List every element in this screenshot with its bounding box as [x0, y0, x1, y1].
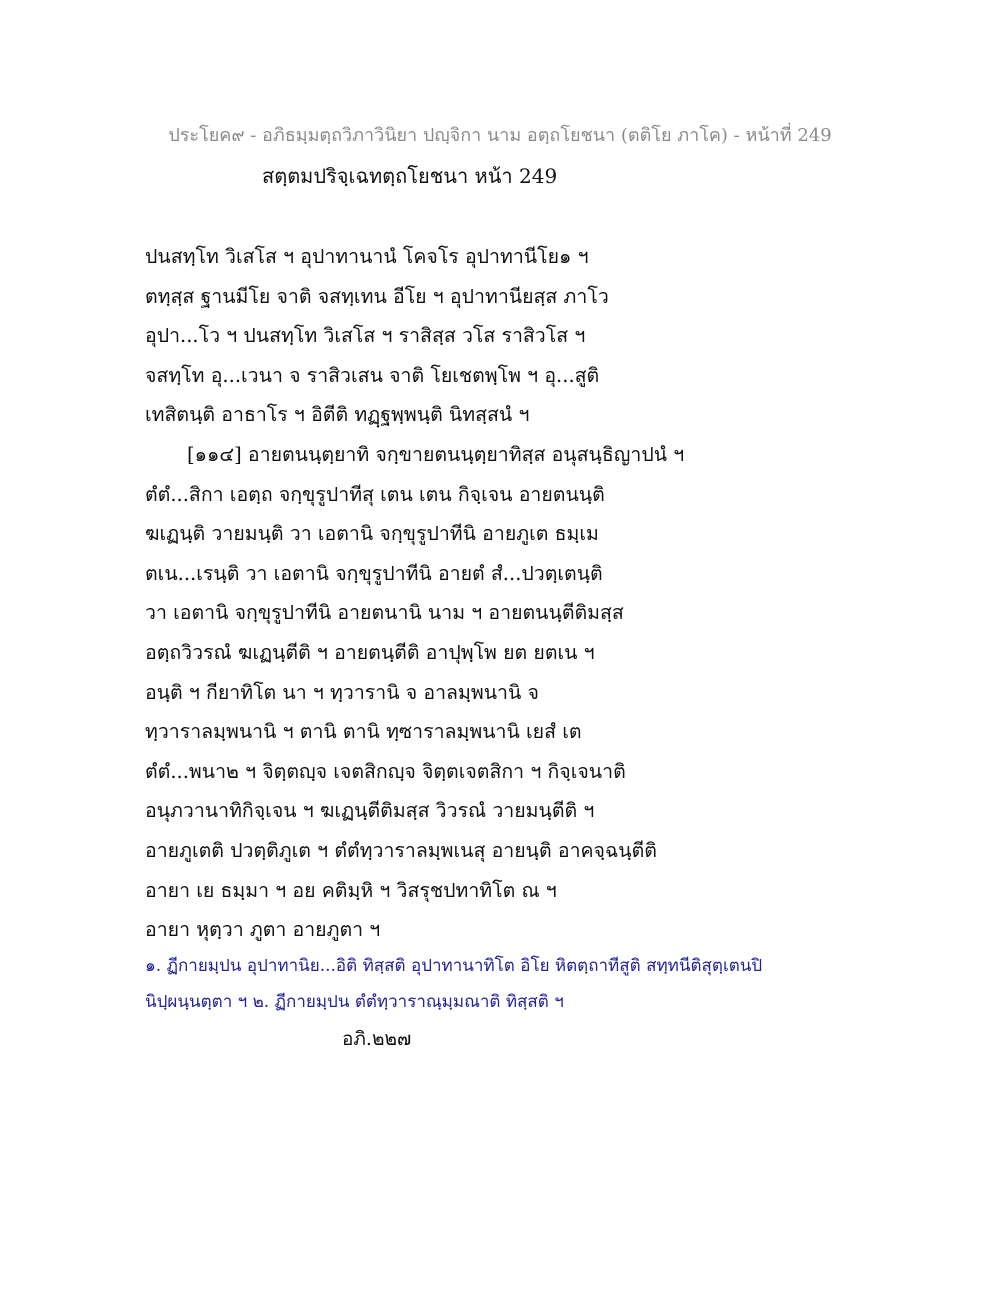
page-reference: อภิ.๒๒๗	[342, 1028, 412, 1050]
section-header: สตฺตมปริจฺเฉทตฺถโยชนา หน้า 249	[262, 164, 558, 188]
body-line: อตฺถวิวรณํ ฆเฏนฺตีติ ฯ อายตนฺตีติ อาปุพฺโพ ยต ยตเน ฯ	[145, 640, 595, 664]
body-line: อนุภวานาทิกิจฺเจน ฯ ฆเฏนฺตีติมสฺส วิวรณํ วายมนฺตีติ ฯ	[145, 799, 595, 823]
body-text	[145, 237, 865, 950]
body-line: ตํตํ...สิกา เอตฺถ จกฺขุรูปาทีสุ เตน เตน กิจฺเจน อายตนนฺติ	[145, 482, 605, 506]
body-line: อุปา...โว ฯ ปนสทฺโท วิเสโส ฯ ราสิสฺส วโส ราสิวโส ฯ	[145, 324, 586, 348]
body-line: จสทฺโท อุ...เวนา จ ราสิวเสน จาติ โยเชตพฺโพ ฯ อุ...สูติ	[145, 363, 600, 387]
body-line: อายภูเตติ ปวตฺติภูเต ฯ ตํตํทฺวาราลมฺพเนสุ อายนฺติ อาคจฺฉนฺตีติ	[145, 838, 657, 862]
footnote-line: นิปฺผนฺนตฺตา ฯ ๒. ฏีกายมฺปน ตํตํทฺวาราณฺมฺมณาติ ทิสฺสติ ฯ	[145, 992, 564, 1012]
footnote-line: ๑. ฏีกายมฺปน อุปาทานิย...อิติ ทิสฺสติ อุปาทานาทิโต อิโย หิตตฺถาทีสูติ สทฺทนีติสุตฺเตนปิ	[145, 956, 763, 976]
body-line: ตทฺสฺส ฐานมีโย จาติ จสทฺเทน อีโย ฯ อุปาทานียสฺส ภาโว	[145, 284, 609, 308]
body-line: วา เอตานิ จกฺขุรูปาทีนิ อายตนานิ นาม ฯ อายตนนฺตีติมสฺส	[145, 601, 624, 625]
body-line: ฆเฏนฺติ วายมนฺติ วา เอตานิ จกฺขุรูปาทีนิ อายภูเต ธมฺเม	[145, 522, 599, 546]
body-line: อนฺติ ฯ กียาทิโต นา ฯ ทฺวารานิ จ อาลมฺพนานิ จ	[145, 680, 539, 704]
footnotes	[145, 948, 905, 1020]
paragraph-start-line: [๑๑๔] อายตนนฺตฺยาทิ จกฺขายตนนฺตฺยาทิสฺส อนุสนฺธิญาปนํ ฯ	[187, 442, 685, 466]
body-line: เทสิตนฺติ อาธาโร ฯ อิตีติ ทฏฺฐพฺพนฺติ นิทสฺสนํ ฯ	[145, 403, 530, 427]
running-header: ประโยค๙ - อภิธมฺมตฺถวิภาวินิยา ปญฺจิกา นาม อตฺถโยชนา (ตติโย ภาโค) - หน้าที่ 249	[168, 125, 832, 146]
body-line: อายา เย ธมฺมา ฯ อย คติมฺหิ ฯ วิสรุชปทาทิโต ณ ฯ	[145, 878, 557, 902]
body-line: อายา หุตฺวา ภูตา อายภูตา ฯ	[145, 918, 381, 942]
body-line: ตํตํ...พนา๒ ฯ จิตฺตญฺจ เจตสิกญฺจ จิตฺตเจตสิกา ฯ กิจฺเจนาติ	[145, 759, 626, 783]
body-line: ทฺวาราลมฺพนานิ ฯ ตานิ ตานิ ทฺซาราลมฺพนานิ เยสํ เต	[145, 720, 582, 744]
body-line: ตเน...เรนฺติ วา เอตานิ จกฺขุรูปาทีนิ อายตํ สํ...ปวตฺเตนฺติ	[145, 561, 603, 585]
body-line: ปนสทฺโท วิเสโส ฯ อุปาทานานํ โคจโร อุปาทานีโย๑ ฯ	[145, 245, 589, 268]
